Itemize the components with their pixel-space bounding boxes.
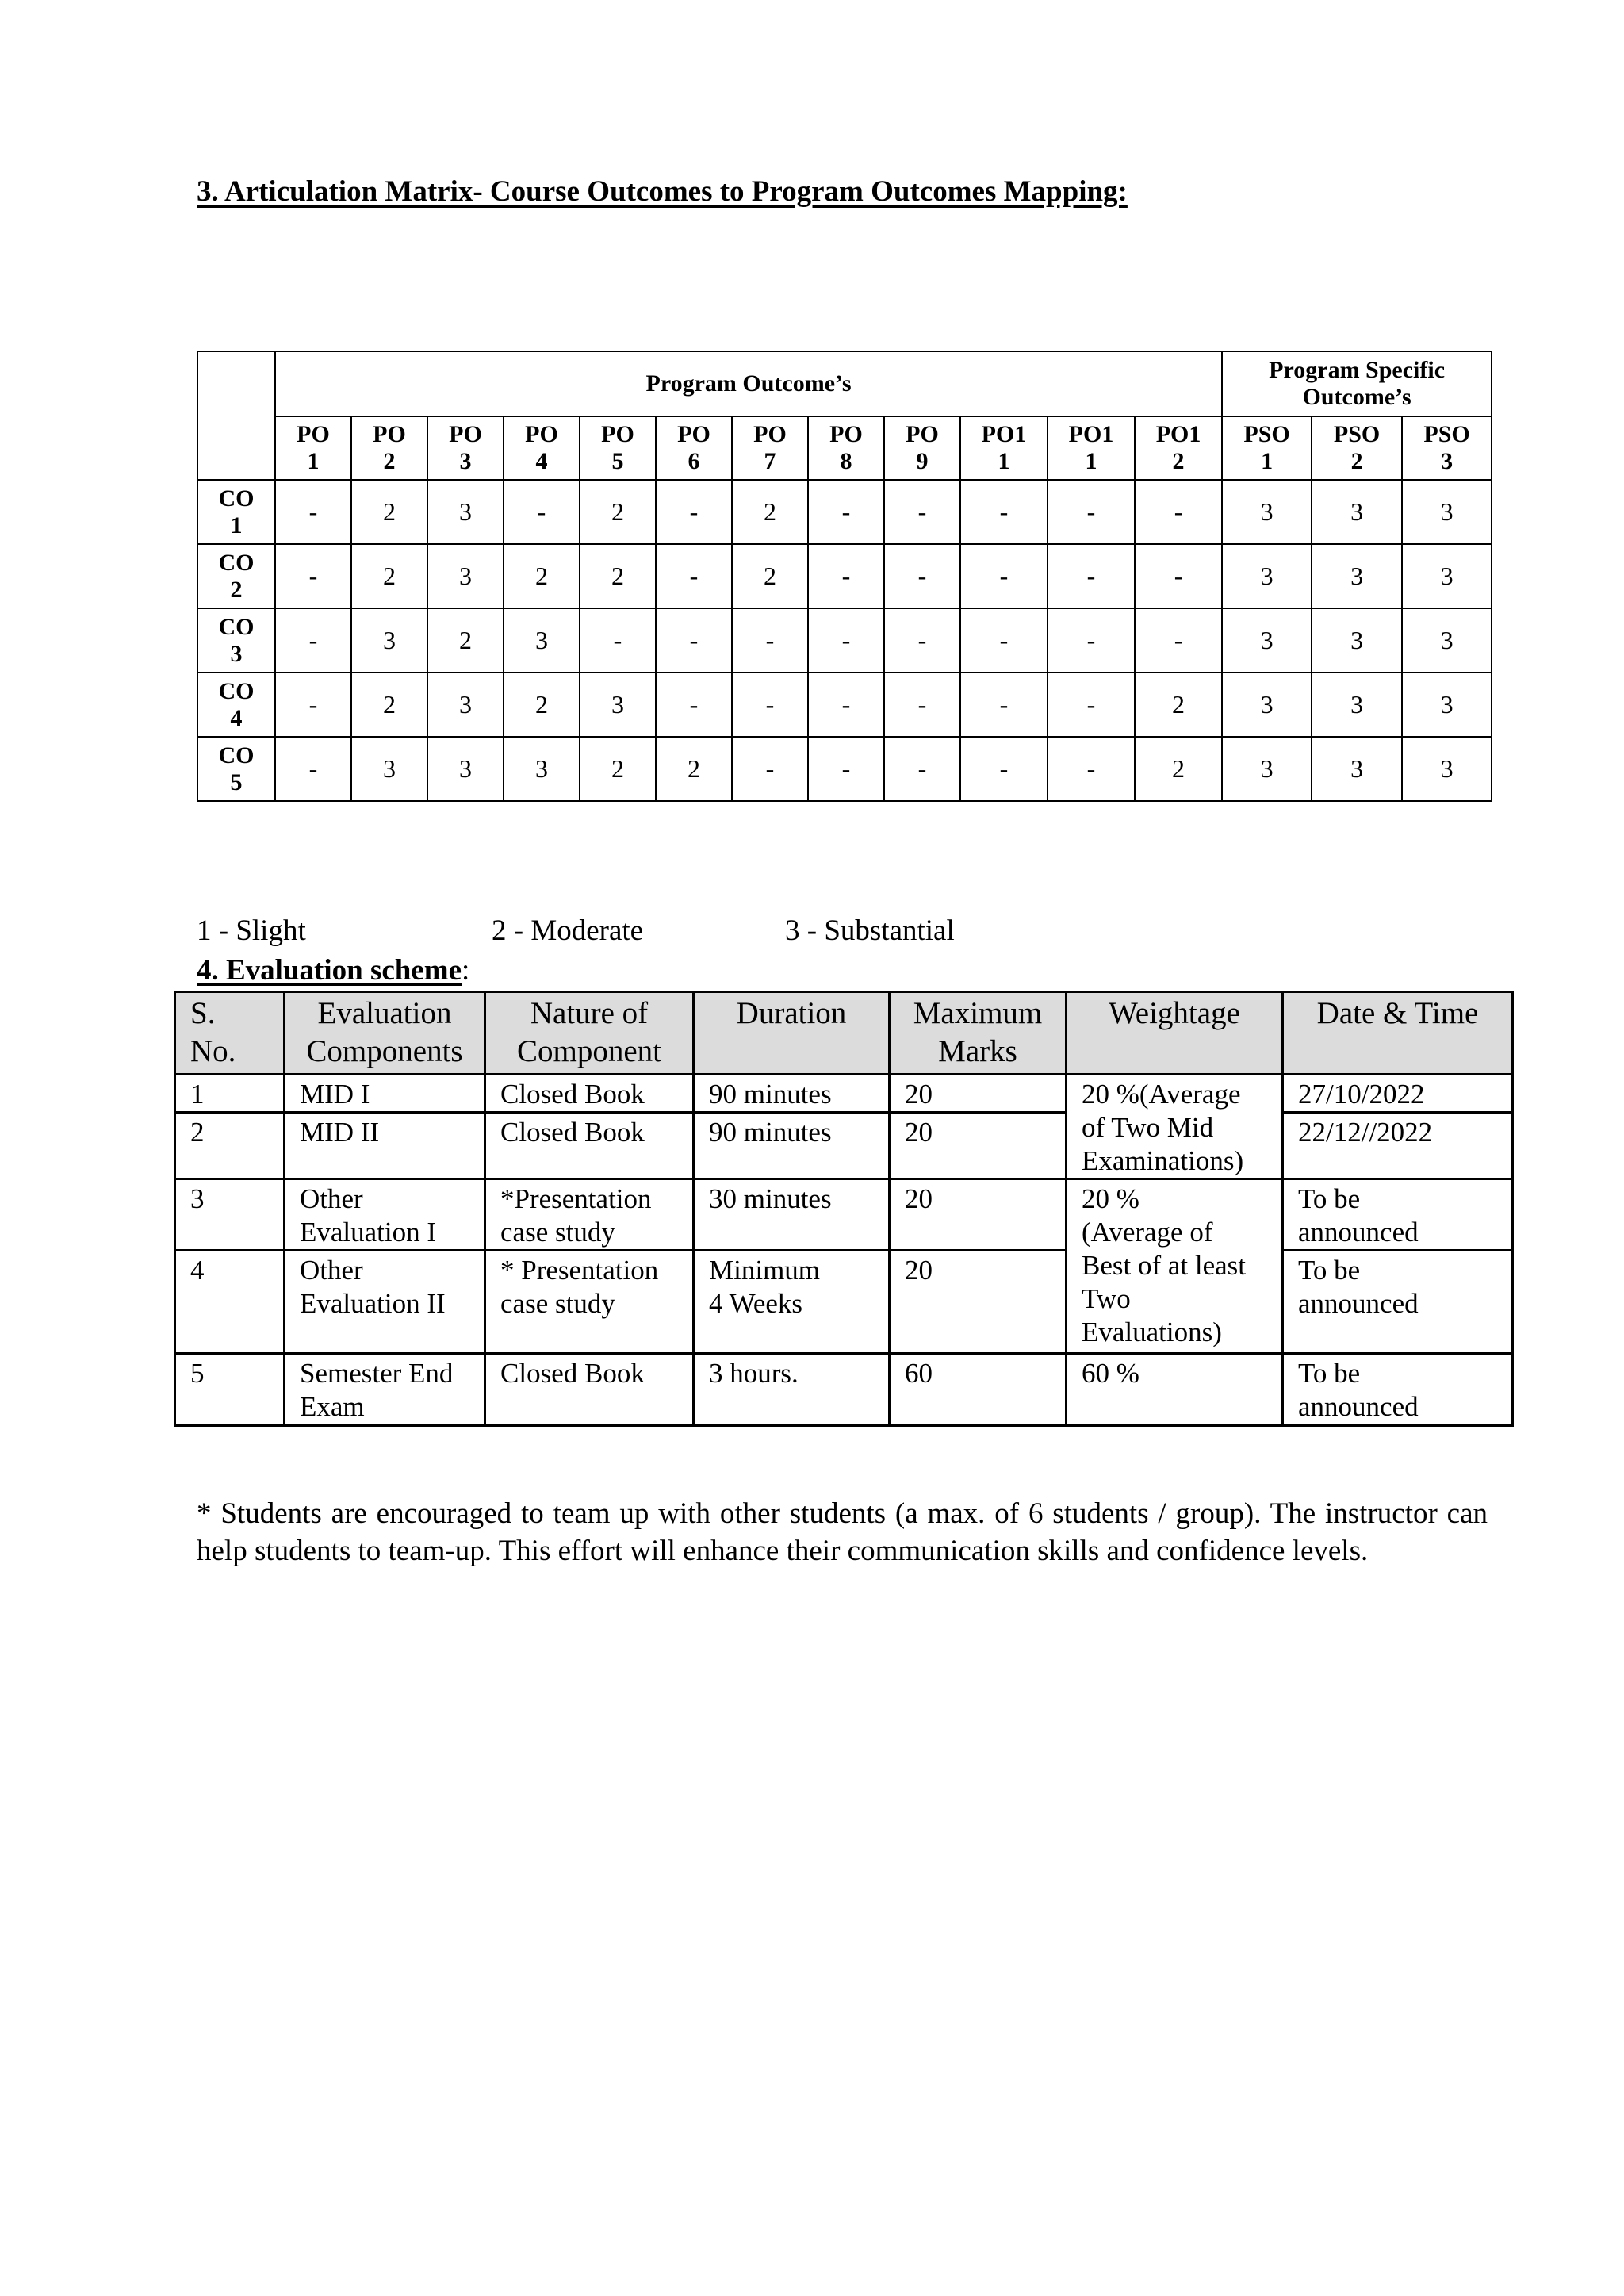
header-line: Components xyxy=(306,1033,463,1068)
team-up-note: * Students are encouraged to team up with other students (a max. of 6 students / group). The instructor can help students to team-up. This effort will enhance their communication skills and confidence levels. xyxy=(197,1497,1488,1567)
matrix-cell: - xyxy=(808,544,884,608)
matrix-cell: - xyxy=(275,480,351,544)
matrix-cell: 2 xyxy=(1135,737,1222,801)
weightage-mid-exams xyxy=(1067,1075,1283,1179)
column-header-line: PO xyxy=(906,421,939,448)
evaluation-column-header xyxy=(1067,992,1283,1075)
component-nature xyxy=(485,1354,694,1426)
matrix-cell: - xyxy=(884,737,960,801)
column-header-line: PO xyxy=(525,421,558,448)
matrix-cell: - xyxy=(1048,544,1135,608)
matrix-cell: 3 xyxy=(1222,544,1312,608)
column-header-line: PSO xyxy=(1333,421,1381,448)
evaluation-component xyxy=(285,1354,485,1426)
evaluation-component xyxy=(285,1075,485,1113)
matrix-cell: - xyxy=(1048,673,1135,737)
column-header-line: PO1 xyxy=(1068,421,1114,448)
matrix-column-header xyxy=(656,416,732,480)
date-time xyxy=(1283,1113,1513,1179)
matrix-corner-cell xyxy=(197,351,275,480)
header-line: Nature of xyxy=(530,996,649,1030)
matrix-cell: 3 xyxy=(1222,737,1312,801)
date-line: announced xyxy=(1298,1217,1419,1248)
evaluation-column-header xyxy=(285,992,485,1075)
duration xyxy=(694,1075,890,1113)
pso-header-line: Program Specific xyxy=(1269,357,1446,384)
co-label-line: 3 xyxy=(230,640,243,667)
co-label-line: CO xyxy=(218,677,255,704)
matrix-cell: - xyxy=(732,737,808,801)
evaluation-component xyxy=(285,1251,485,1354)
matrix-cell: - xyxy=(884,544,960,608)
duration-line: 30 minutes xyxy=(709,1183,832,1214)
column-header-line: 6 xyxy=(688,448,700,474)
column-header-line: PO xyxy=(373,421,406,448)
column-header-line: 1 xyxy=(998,448,1010,474)
component-line: MID II xyxy=(300,1117,380,1148)
matrix-cell: 3 xyxy=(1312,673,1402,737)
legend-substantial: 3 - Substantial xyxy=(785,914,955,947)
matrix-cell: 2 xyxy=(656,737,732,801)
header-line: Date & Time xyxy=(1316,996,1479,1030)
column-header-line: 2 xyxy=(1350,448,1363,474)
matrix-cell: - xyxy=(656,608,732,673)
matrix-cell: 3 xyxy=(1222,673,1312,737)
matrix-cell: 3 xyxy=(1222,608,1312,673)
matrix-cell: - xyxy=(580,608,656,673)
matrix-cell: 3 xyxy=(1312,608,1402,673)
matrix-cell: - xyxy=(504,480,580,544)
column-header-line: 1 xyxy=(1261,448,1274,474)
weightage-line: Two xyxy=(1082,1283,1131,1314)
component-line: Evaluation I xyxy=(300,1217,437,1248)
matrix-cell: - xyxy=(808,480,884,544)
duration-line: 4 Weeks xyxy=(709,1288,803,1319)
matrix-cell: - xyxy=(884,673,960,737)
column-header-line: 1 xyxy=(307,448,320,474)
column-header-line: PO1 xyxy=(1155,421,1201,448)
matrix-cell: 3 xyxy=(1312,480,1402,544)
duration-line: 90 minutes xyxy=(709,1079,832,1110)
maximum-marks: 20 xyxy=(890,1075,1067,1113)
course-outcome-label xyxy=(197,608,275,673)
matrix-cell: 3 xyxy=(427,544,504,608)
column-header-line: PO xyxy=(677,421,710,448)
matrix-cell: - xyxy=(960,673,1048,737)
matrix-cell: - xyxy=(808,673,884,737)
matrix-cell: 2 xyxy=(1135,673,1222,737)
program-outcomes-header: Program Outcome’s xyxy=(275,351,1222,416)
duration xyxy=(694,1179,890,1251)
date-time xyxy=(1283,1354,1513,1426)
serial-number: 4 xyxy=(175,1251,285,1354)
weightage-line: Best of at least xyxy=(1082,1250,1247,1281)
matrix-cell: - xyxy=(275,737,351,801)
component-line: Evaluation II xyxy=(300,1288,446,1319)
matrix-cell: - xyxy=(960,737,1048,801)
matrix-cell: - xyxy=(275,544,351,608)
nature-line: * Presentation xyxy=(500,1255,659,1286)
section-4-title: 4. Evaluation scheme xyxy=(197,954,462,987)
evaluation-column-header xyxy=(175,992,285,1075)
serial-number: 1 xyxy=(175,1075,285,1113)
matrix-cell: 3 xyxy=(427,737,504,801)
matrix-column-header xyxy=(884,416,960,480)
column-header-line: 3 xyxy=(1441,448,1454,474)
co-label-line: CO xyxy=(218,549,255,576)
column-header-line: PO xyxy=(297,421,330,448)
matrix-cell: - xyxy=(275,608,351,673)
matrix-row xyxy=(197,480,1492,544)
matrix-cell: - xyxy=(732,608,808,673)
column-header-line: PSO xyxy=(1423,421,1470,448)
matrix-cell: - xyxy=(1048,608,1135,673)
matrix-cell: 2 xyxy=(580,544,656,608)
matrix-column-header xyxy=(732,416,808,480)
co-label-line: 4 xyxy=(230,704,243,731)
date-time xyxy=(1283,1179,1513,1251)
course-outcome-label xyxy=(197,544,275,608)
matrix-cell: 3 xyxy=(1402,673,1492,737)
serial-number: 3 xyxy=(175,1179,285,1251)
column-header-line: PSO xyxy=(1243,421,1290,448)
component-line: Exam xyxy=(300,1391,365,1422)
matrix-cell: - xyxy=(656,544,732,608)
course-outcome-label xyxy=(197,673,275,737)
matrix-cell: - xyxy=(960,544,1048,608)
nature-line: Closed Book xyxy=(500,1117,645,1148)
weightage-line: (Average of xyxy=(1082,1217,1213,1248)
articulation-matrix-table xyxy=(197,351,1492,802)
nature-line: Closed Book xyxy=(500,1079,645,1110)
column-header-line: PO xyxy=(601,421,634,448)
header-line: S. xyxy=(190,996,216,1030)
column-header-line: 7 xyxy=(764,448,776,474)
evaluation-column-header xyxy=(485,992,694,1075)
matrix-cell: 2 xyxy=(732,544,808,608)
matrix-column-header xyxy=(1222,416,1312,480)
matrix-cell: - xyxy=(656,673,732,737)
matrix-cell: - xyxy=(960,480,1048,544)
matrix-row xyxy=(197,673,1492,737)
matrix-cell: - xyxy=(1048,480,1135,544)
component-nature xyxy=(485,1179,694,1251)
matrix-column-header xyxy=(960,416,1048,480)
co-label-line: 1 xyxy=(230,512,243,539)
matrix-row xyxy=(197,737,1492,801)
duration-line: 3 hours. xyxy=(709,1358,799,1389)
matrix-column-header xyxy=(580,416,656,480)
co-label-line: CO xyxy=(218,613,255,640)
evaluation-header-row xyxy=(175,992,1513,1075)
duration xyxy=(694,1354,890,1426)
weightage-line: 20 % xyxy=(1082,1183,1139,1214)
evaluation-scheme-table xyxy=(174,991,1514,1427)
legend-slight: 1 - Slight xyxy=(197,914,306,947)
weightage-line: Evaluations) xyxy=(1082,1317,1222,1347)
matrix-cell: 2 xyxy=(351,480,427,544)
matrix-cell: - xyxy=(1135,480,1222,544)
column-header-line: 8 xyxy=(840,448,852,474)
evaluation-column-header xyxy=(1283,992,1513,1075)
column-header-line: 2 xyxy=(383,448,396,474)
header-line: Weightage xyxy=(1109,996,1240,1030)
co-label-line: CO xyxy=(218,485,255,512)
evaluation-column-header xyxy=(694,992,890,1075)
matrix-cell: 3 xyxy=(351,737,427,801)
matrix-cell: - xyxy=(808,608,884,673)
component-nature xyxy=(485,1113,694,1179)
section-4-heading xyxy=(197,953,469,987)
matrix-cell: - xyxy=(732,673,808,737)
matrix-column-header xyxy=(504,416,580,480)
maximum-marks: 20 xyxy=(890,1113,1067,1179)
column-header-line: 1 xyxy=(1085,448,1097,474)
maximum-marks: 60 xyxy=(890,1354,1067,1426)
matrix-cell: 3 xyxy=(427,673,504,737)
matrix-cell: 3 xyxy=(351,608,427,673)
matrix-cell: 3 xyxy=(1402,737,1492,801)
weightage-line: Examinations) xyxy=(1082,1145,1244,1176)
date-line: announced xyxy=(1298,1391,1419,1422)
weightage-semester-end: 60 % xyxy=(1067,1354,1283,1426)
date-time xyxy=(1283,1251,1513,1354)
component-nature xyxy=(485,1251,694,1354)
evaluation-row xyxy=(175,1075,1513,1113)
matrix-cell: - xyxy=(275,673,351,737)
matrix-cell: 3 xyxy=(1222,480,1312,544)
matrix-cell: 3 xyxy=(504,737,580,801)
header-line: No. xyxy=(190,1033,236,1068)
matrix-cell: - xyxy=(1048,737,1135,801)
matrix-cell: - xyxy=(1135,544,1222,608)
matrix-column-header xyxy=(275,416,351,480)
duration-line: 90 minutes xyxy=(709,1117,832,1148)
duration-line: Minimum xyxy=(709,1255,821,1286)
matrix-cell: 3 xyxy=(580,673,656,737)
matrix-cell: - xyxy=(808,737,884,801)
co-label-line: 2 xyxy=(230,576,243,603)
matrix-cell: 3 xyxy=(1402,608,1492,673)
course-outcome-label xyxy=(197,480,275,544)
matrix-cell: 3 xyxy=(427,480,504,544)
matrix-cell: 2 xyxy=(351,673,427,737)
weightage-line: 20 %(Average xyxy=(1082,1079,1241,1110)
matrix-cell: 2 xyxy=(732,480,808,544)
matrix-row xyxy=(197,544,1492,608)
component-line: Other xyxy=(300,1183,363,1214)
maximum-marks: 20 xyxy=(890,1179,1067,1251)
serial-number: 5 xyxy=(175,1354,285,1426)
matrix-cell: - xyxy=(884,480,960,544)
course-outcome-label xyxy=(197,737,275,801)
component-line: MID I xyxy=(300,1079,370,1110)
column-header-line: 3 xyxy=(459,448,472,474)
duration xyxy=(694,1251,890,1354)
program-specific-outcomes-header xyxy=(1222,351,1492,416)
matrix-cell: 2 xyxy=(427,608,504,673)
component-line: Semester End xyxy=(300,1358,454,1389)
column-header-line: 9 xyxy=(916,448,929,474)
evaluation-row xyxy=(175,1113,1513,1179)
matrix-column-header-row xyxy=(197,416,1492,480)
nature-line: case study xyxy=(500,1217,615,1248)
serial-number: 2 xyxy=(175,1113,285,1179)
maximum-marks: 20 xyxy=(890,1251,1067,1354)
weightage-other-evaluations xyxy=(1067,1179,1283,1354)
evaluation-row xyxy=(175,1354,1513,1426)
matrix-cell: 3 xyxy=(504,608,580,673)
matrix-cell: 3 xyxy=(1312,737,1402,801)
matrix-cell: - xyxy=(960,608,1048,673)
nature-line: Closed Book xyxy=(500,1358,645,1389)
co-label-line: CO xyxy=(218,742,255,769)
evaluation-component xyxy=(285,1179,485,1251)
date-line: To be xyxy=(1298,1255,1361,1286)
matrix-column-header xyxy=(808,416,884,480)
matrix-cell: 2 xyxy=(504,544,580,608)
weightage-line: of Two Mid xyxy=(1082,1112,1214,1143)
matrix-column-header xyxy=(1048,416,1135,480)
duration xyxy=(694,1113,890,1179)
section-3-heading: 3. Articulation Matrix- Course Outcomes to Program Outcomes Mapping: xyxy=(197,175,1128,208)
evaluation-row xyxy=(175,1179,1513,1251)
date-line: To be xyxy=(1298,1358,1361,1389)
column-header-line: PO xyxy=(449,421,482,448)
nature-line: case study xyxy=(500,1288,615,1319)
matrix-row xyxy=(197,608,1492,673)
legend-moderate: 2 - Moderate xyxy=(492,914,644,947)
column-header-line: PO1 xyxy=(981,421,1027,448)
column-header-line: PO xyxy=(753,421,787,448)
matrix-cell: 2 xyxy=(351,544,427,608)
matrix-cell: 3 xyxy=(1312,544,1402,608)
component-nature xyxy=(485,1075,694,1113)
matrix-cell: - xyxy=(1135,608,1222,673)
header-line: Duration xyxy=(736,996,847,1030)
nature-line: *Presentation xyxy=(500,1183,652,1214)
matrix-header-row xyxy=(197,351,1492,416)
column-header-line: PO xyxy=(829,421,863,448)
component-line: Other xyxy=(300,1255,363,1286)
matrix-cell: 2 xyxy=(580,480,656,544)
date-line: To be xyxy=(1298,1183,1361,1214)
matrix-column-header xyxy=(1135,416,1222,480)
matrix-column-header xyxy=(1402,416,1492,480)
column-header-line: 5 xyxy=(611,448,624,474)
matrix-column-header xyxy=(427,416,504,480)
column-header-line: 4 xyxy=(535,448,548,474)
evaluation-row xyxy=(175,1251,1513,1354)
header-line: Component xyxy=(517,1033,661,1068)
matrix-cell: 2 xyxy=(504,673,580,737)
date-line: 22/12//2022 xyxy=(1298,1117,1433,1148)
pso-header-line: Outcome’s xyxy=(1302,384,1411,410)
section-4-colon: : xyxy=(462,954,470,987)
matrix-column-header xyxy=(1312,416,1402,480)
evaluation-column-header xyxy=(890,992,1067,1075)
header-line: Marks xyxy=(938,1033,1017,1068)
matrix-cell: 3 xyxy=(1402,480,1492,544)
matrix-column-header xyxy=(351,416,427,480)
matrix-cell: 3 xyxy=(1402,544,1492,608)
column-header-line: 2 xyxy=(1172,448,1185,474)
date-line: 27/10/2022 xyxy=(1298,1079,1425,1110)
matrix-cell: - xyxy=(656,480,732,544)
header-line: Evaluation xyxy=(317,996,452,1030)
date-time xyxy=(1283,1075,1513,1113)
matrix-cell: - xyxy=(884,608,960,673)
header-line: Maximum xyxy=(913,996,1043,1030)
date-line: announced xyxy=(1298,1288,1419,1319)
evaluation-component xyxy=(285,1113,485,1179)
matrix-cell: 2 xyxy=(580,737,656,801)
co-label-line: 5 xyxy=(230,769,243,795)
